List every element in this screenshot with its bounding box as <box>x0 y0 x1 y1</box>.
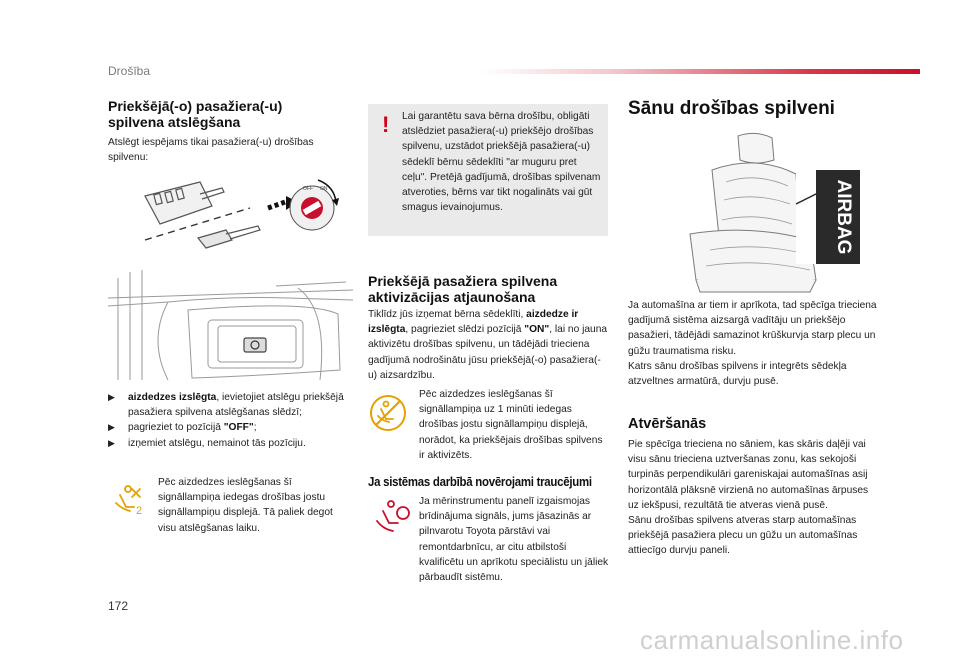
key-switch-illustration <box>140 168 340 268</box>
bullet-item: ▶ izņemiet atslēgu, nemainot tās pozīciju. <box>108 437 306 449</box>
malfunction-title: Ja sistēmas darbībā novērojami traucējumi <box>368 474 592 489</box>
bullet-item: ▶ pagrieziet to pozīcijā "OFF"; <box>108 422 257 434</box>
deploy-title <box>628 416 878 432</box>
key-off-label: OFF <box>303 186 313 192</box>
key-on-label: ON <box>320 186 328 192</box>
deploy-p2: Sānu drošības spilvens atveras starp automašīnas priekšējā pasažiera plecu un gūžu un automašīnas attiecīgo durvju paneli. <box>628 515 858 557</box>
watermark: carmanualsonline.info <box>640 625 904 655</box>
warning-text: Lai garantētu sava bērna drošību, obligāti atslēdziet pasažiera(-u) priekšējo drošības spilvenu, uzstādot priekšējā pasažiera(-u) sēdeklī bērnu sēdeklīti "ar muguru pret ceļu". Pretējā gadījumā, drošības spilvenam atveroties, bērns var tikt nogalināts vai gūt smagus ievainojumus. <box>402 111 601 214</box>
deploy-p1: Pie spēcīga trieciena no sāniem, kas skāris daļēji vai visu sānu trieciena uztveršanas zonu, kas sekojoši turpinās perpendikulāri gareniskajai automašīnas asij horizontālā plāksnē virzienā no automašīnas ārpuses uz iekšpusi, rezultātā tie atveras vienā pusē. <box>628 439 869 511</box>
reactivation-paragraph: Tiklīdz jūs izņemat bērna sēdeklīti, aizdedze ir izslēgta, pagrieziet slēdzi pozīcijā "ON", lai no jauna aktivizētu drošības spilvenu, un tādējādi trieciena gadījumā nodrošinātu jūsu priekšējā(-o) pasažiera(-u) aizsardzību. <box>368 309 608 381</box>
passenger-airbag-off-icon <box>112 483 148 517</box>
note-icon-number: 2 <box>136 505 143 517</box>
left-intro: Atslēgt iespējams tikai pasažiera(-u) drošības spilvenu: <box>108 137 314 164</box>
left-note: Pēc aizdedzes ieslēgšanas šī signāllampiņa iedegas drošības jostu signāllampiņu displejā. Tā paliek degot visu atslēgšanas laiku. <box>158 477 333 534</box>
reactivation-title-line1: Priekšējā pasažiera spilvena <box>368 273 558 289</box>
deploy-heading: Atvēršanās <box>628 416 707 432</box>
left-title-line1: Priekšējā(-o) pasažiera(-u) <box>108 98 283 114</box>
reactivation-note: Pēc aizdedzes ieslēgšanas šī signāllampiņa uz 1 minūti iedegas drošības jostu signāllampiņu displejā, norādot, ka priekšējais drošības spilvens ir aktivizēts. <box>419 389 603 461</box>
reactivation-title-line2: aktivizācijas atjaunošana <box>368 289 536 305</box>
left-bullet-list <box>108 390 353 451</box>
malfunction-text: Ja mērinstrumentu panelī izgaismojas brīdinājuma signāls, jums jāsazinās ar pilnvarotu Toyota pārstāvi vai remontdarbnīcu, ar citu atbilstoši kvalificētu un aprīkotu speciālistu un jāliek pārbaudīt sistēmu. <box>419 496 609 584</box>
side-airbags-title <box>628 98 888 120</box>
header-accent-bar <box>480 69 920 74</box>
airbag-label: AIRBAG <box>833 179 854 255</box>
left-title <box>108 98 348 130</box>
side-airbags-p2: Katrs sānu drošības spilvens ir integrēts sēdekļa atzveltnes armatūrā, durvju pusē. <box>628 360 847 388</box>
airbag-warning-icon <box>371 499 413 537</box>
side-airbags-p1: Ja automašīna ar tiem ir aprīkota, tad spēcīga trieciena gadījumā sistēma aizsargā vadītāju un priekšējo pasažieri, tādējādi samazinot krūškurvja starp plecu un gūžu traumatisma risku. <box>628 300 877 357</box>
section-title: Drošība <box>108 64 151 78</box>
page-number: 172 <box>108 599 129 613</box>
airbag-off-icon <box>368 393 408 433</box>
dashboard-illustration <box>108 270 353 382</box>
seat-airbag-illustration <box>660 130 870 296</box>
warning-box <box>368 104 608 236</box>
bullet-item: ▶ aizdedzes izslēgta, ievietojiet atslēgu priekšējā pasažiera spilvena atslēgšanas slēdzī; <box>108 392 344 419</box>
left-title-line2: spilvena atslēgšana <box>108 114 241 130</box>
reactivation-title <box>368 273 613 305</box>
warning-icon: ! <box>382 112 390 137</box>
side-airbags-heading: Sānu drošības spilveni <box>628 98 835 119</box>
side-airbags-description <box>628 298 878 389</box>
deploy-description <box>628 437 878 559</box>
